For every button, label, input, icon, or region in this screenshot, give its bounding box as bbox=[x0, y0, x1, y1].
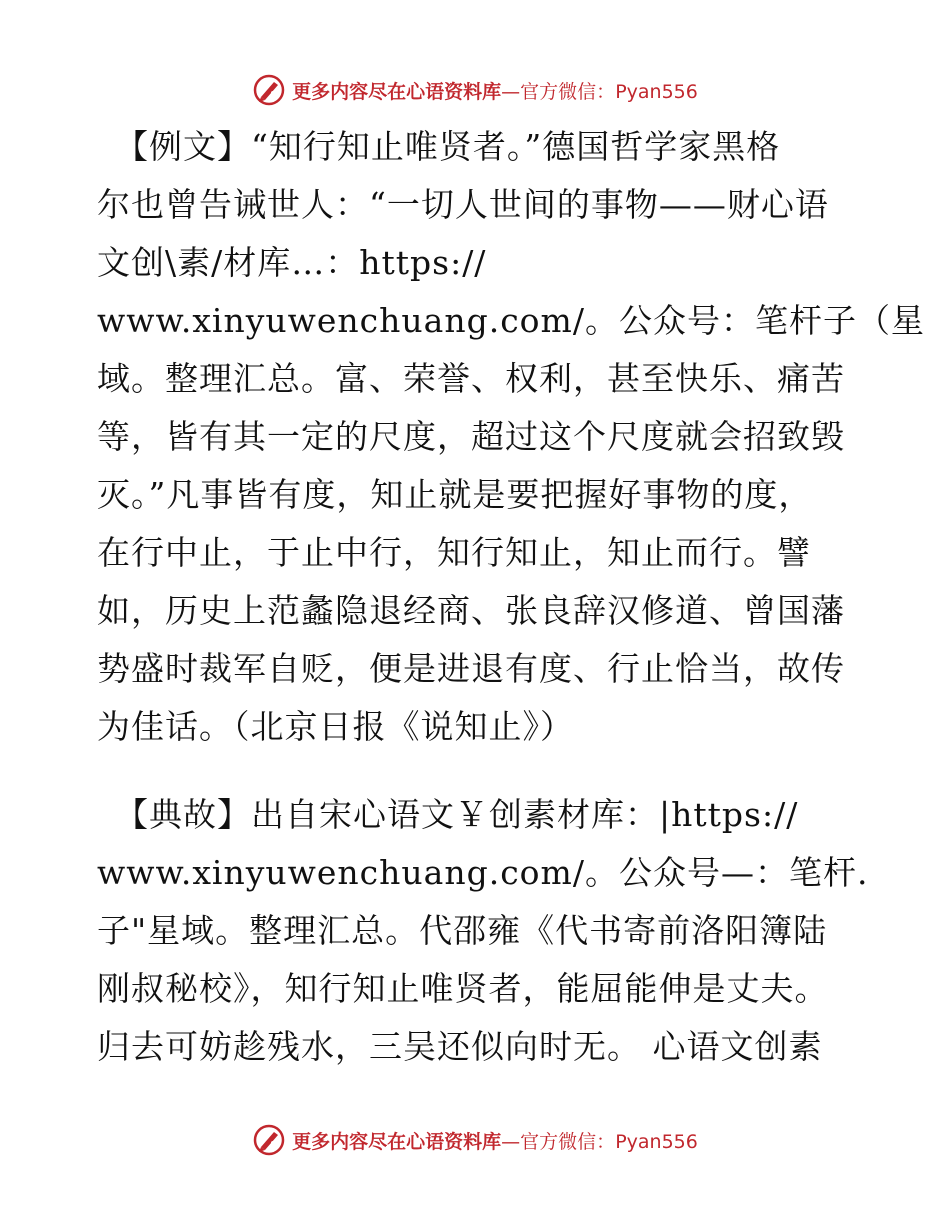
paragraph-line: 刚叔秘校》，知行知止唯贤者，能屈能伸是丈夫。 bbox=[97, 969, 829, 1008]
banner-wechat-label: 官方微信： bbox=[520, 80, 616, 103]
footer-banner bbox=[0, 1120, 950, 1160]
paragraph-line: 在行中止，于止中行，知行知止，知止而行。譬 bbox=[97, 533, 811, 572]
paragraph-line: www.xinyuwenchuang.com/。公众号：笔杆子（星 bbox=[97, 301, 925, 340]
paragraph-line: 等，皆有其一定的尺度，超过这个尺度就会招致毁 bbox=[97, 417, 845, 456]
paragraph-line: 为佳话。（北京日报《说知止》） bbox=[97, 707, 574, 746]
allusion-paragraph bbox=[97, 786, 869, 1076]
banner-separator: — bbox=[501, 80, 521, 103]
banner-wechat-id: Pyan556 bbox=[615, 1130, 698, 1153]
paragraph-line: 【例文】“知行知止唯贤者。”德国哲学家黑格 bbox=[115, 127, 781, 166]
paragraph-line: 【典故】出自宋心语文￥创素材库：|https:// bbox=[115, 795, 799, 834]
paragraph-line: 子"星域。整理汇总。代邵雍《代书寄前洛阳簿陆 bbox=[97, 911, 828, 950]
example-paragraph bbox=[97, 118, 925, 756]
pen-logo-icon bbox=[252, 73, 286, 107]
banner-brand: 更多内容尽在心语资料库 bbox=[292, 1130, 502, 1153]
header-banner bbox=[0, 70, 950, 110]
banner-separator: — bbox=[501, 1130, 521, 1153]
paragraph-line: 尔也曾告诫世人：“一切人世间的事物——财心语 bbox=[97, 185, 829, 224]
banner-text bbox=[292, 77, 698, 104]
banner-brand: 更多内容尽在心语资料库 bbox=[292, 80, 502, 103]
banner-wechat-id: Pyan556 bbox=[615, 80, 698, 103]
banner-wechat-label: 官方微信： bbox=[520, 1130, 616, 1153]
paragraph-line: www.xinyuwenchuang.com/。公众号—：笔杆. bbox=[97, 853, 869, 892]
paragraph-line: 域。整理汇总。富、荣誉、权利，甚至快乐、痛苦 bbox=[97, 359, 845, 398]
paragraph-line: 势盛时裁军自贬，便是进退有度、行止恰当，故传 bbox=[97, 649, 845, 688]
pen-logo-icon bbox=[252, 1123, 286, 1157]
document-body bbox=[97, 118, 925, 1076]
paragraph-line: 文创\素/材库…：https:// bbox=[97, 243, 487, 282]
paragraph-line: 灭。”凡事皆有度，知止就是要把握好事物的度， bbox=[97, 475, 813, 514]
banner-text bbox=[292, 1127, 698, 1154]
paragraph-line: 如，历史上范蠡隐退经商、张良辞汉修道、曾国藩 bbox=[97, 591, 845, 630]
paragraph-line: 归去可妨趁残水，三吴还似向时无。 心语文创素 bbox=[97, 1027, 823, 1066]
